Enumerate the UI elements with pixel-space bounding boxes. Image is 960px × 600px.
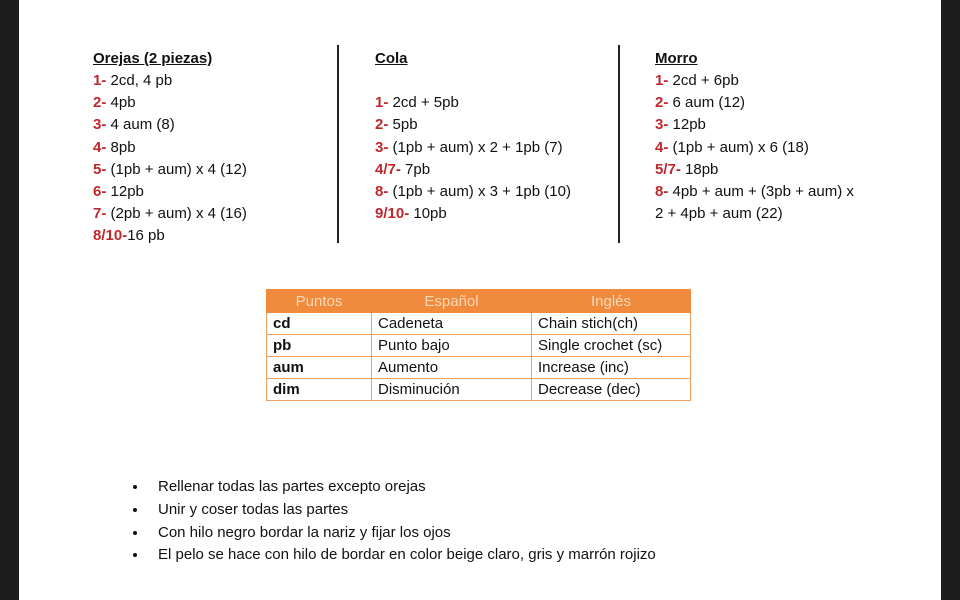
round-line [93, 225, 247, 247]
table-row [267, 335, 691, 357]
table-cell: Chain stich(ch) [532, 313, 691, 335]
round-instruction: 18pb [680, 160, 719, 178]
round-line [93, 159, 247, 181]
round-instruction: (1pb + aum) x 6 (18) [668, 138, 809, 156]
round-number: 8- [655, 183, 669, 201]
header-espanol: Español [372, 290, 532, 313]
round-line [375, 114, 571, 136]
table-cell: Aumento [372, 357, 532, 379]
table-cell: Increase (inc) [532, 357, 691, 379]
round-number: 1- [655, 72, 669, 89]
round-instruction: (1pb + aum) x 2 + 1pb (7) [388, 138, 563, 156]
table-cell: pb [267, 335, 372, 357]
round-number: 5/7- [655, 160, 681, 178]
round-instruction: 10pb [409, 205, 447, 223]
round-instruction: 4 aum (8) [106, 116, 175, 134]
table-cell: cd [267, 313, 372, 335]
table-row [267, 357, 691, 379]
table-row [267, 379, 691, 401]
note-item: • Rellenar todas las partes excepto orejas [148, 476, 656, 499]
table-cell: Single crochet (sc) [532, 335, 691, 357]
round-instruction: 5pb [388, 116, 418, 134]
stitch-table [266, 289, 691, 401]
column-cola [375, 48, 571, 225]
round-number: 8/10- [93, 227, 128, 245]
column-morro [655, 48, 854, 225]
section-title: Cola [375, 50, 408, 67]
round-instruction: 2cd + 6pb [668, 72, 739, 89]
round-line [93, 114, 247, 136]
notes-list [129, 476, 656, 567]
round-line [375, 92, 571, 114]
table-cell: dim [267, 379, 372, 401]
round-line [655, 114, 854, 136]
round-number: 1- [93, 72, 107, 89]
round-line [655, 159, 854, 181]
round-line [375, 137, 571, 159]
round-line [655, 137, 854, 159]
note-item: • Unir y coser todas las partes [148, 499, 656, 522]
table-cell: Decrease (dec) [532, 379, 691, 401]
column-divider [618, 45, 620, 243]
round-instruction: (2pb + aum) x 4 (16) [106, 205, 247, 223]
round-instruction: 12pb [106, 183, 144, 201]
round-instruction: 7pb [400, 160, 431, 178]
round-instruction: (1pb + aum) x 3 + 1pb (10) [388, 183, 571, 200]
round-number: 5- [93, 160, 107, 178]
table-cell: Punto bajo [372, 335, 532, 357]
round-line [93, 203, 247, 225]
round-number: 1- [375, 94, 389, 112]
round-number: 4- [655, 138, 669, 156]
round-number: 4- [93, 138, 107, 156]
table-row [267, 313, 691, 335]
table-cell: Disminución [372, 379, 532, 401]
round-line [375, 181, 571, 203]
round-line [655, 70, 854, 92]
column-orejas [93, 48, 247, 248]
round-instruction: 6 aum (12) [668, 94, 746, 112]
round-line [655, 203, 854, 225]
round-instruction: 8pb [106, 138, 136, 156]
round-line [93, 181, 247, 203]
round-line [655, 92, 854, 114]
column-divider [337, 45, 339, 243]
header-ingles: Inglés [532, 290, 691, 313]
document-page [19, 0, 941, 600]
round-line [375, 159, 571, 181]
round-instruction: 12pb [668, 116, 706, 134]
round-number: 2- [375, 116, 389, 134]
round-instruction: 2cd, 4 pb [106, 72, 173, 89]
round-number: 2- [93, 94, 107, 112]
round-number: 9/10- [375, 205, 410, 223]
round-number: 8- [375, 183, 389, 200]
round-number: 2- [655, 94, 669, 112]
round-line [93, 92, 247, 114]
note-item: • El pelo se hace con hilo de bordar en color beige claro, gris y marrón rojizo [148, 544, 656, 567]
round-line [93, 70, 247, 92]
round-instruction: 16 pb [127, 227, 165, 245]
section-title: Morro [655, 50, 698, 67]
round-instruction: (1pb + aum) x 4 (12) [106, 160, 247, 178]
round-instruction: 2 + 4pb + aum (22) [655, 205, 783, 223]
round-number: 7- [93, 205, 107, 223]
table-cell: Cadeneta [372, 313, 532, 335]
round-line [93, 137, 247, 159]
header-puntos: Puntos [267, 290, 372, 313]
round-number: 3- [375, 138, 389, 156]
section-title: Orejas (2 piezas) [93, 50, 213, 67]
round-line [375, 203, 571, 225]
round-number: 6- [93, 183, 107, 201]
round-line [655, 181, 854, 203]
round-instruction: 4pb [106, 94, 136, 112]
round-number: 4/7- [375, 160, 401, 178]
note-item: • Con hilo negro bordar la nariz y fijar los ojos [148, 522, 656, 545]
round-instruction: 4pb + aum + (3pb + aum) x [668, 183, 854, 201]
table-cell: aum [267, 357, 372, 379]
table-header-row [267, 290, 691, 313]
round-instruction: 2cd + 5pb [388, 94, 459, 112]
round-number: 3- [93, 116, 107, 134]
round-number: 3- [655, 116, 669, 134]
